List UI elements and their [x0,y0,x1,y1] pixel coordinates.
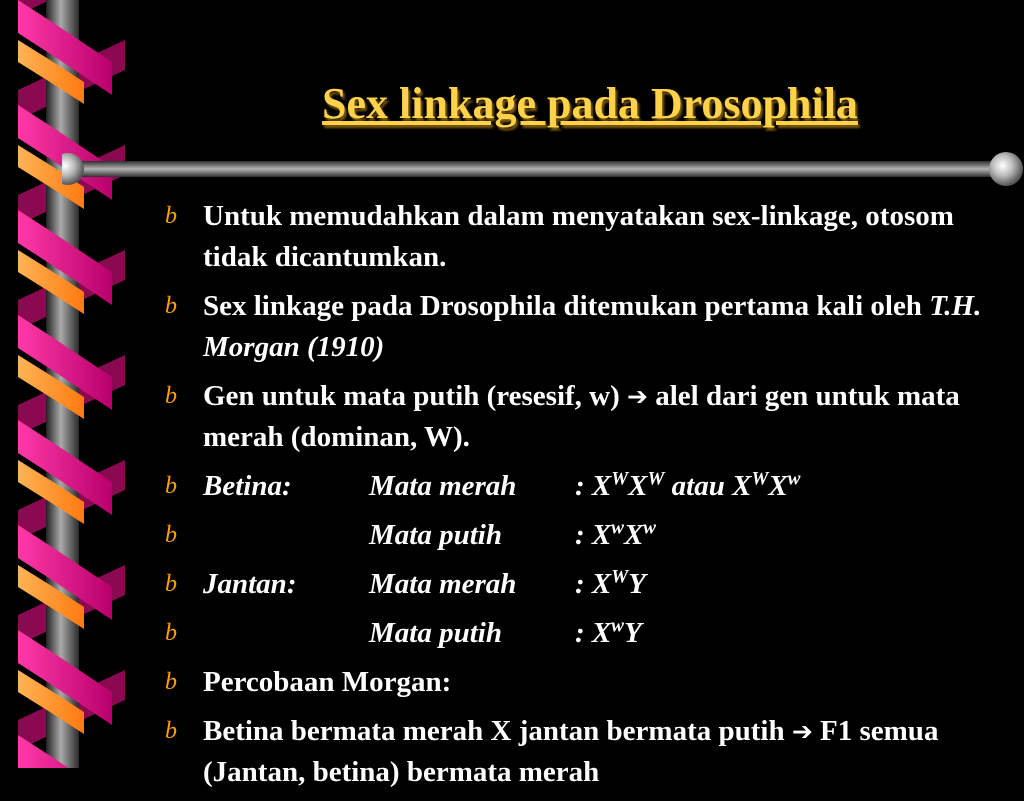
genotype: : $X^WY$ [575,566,646,600]
bullet-icon: b [165,669,177,695]
phenotype-label: Mata putih [369,617,502,649]
item-text: Sex linkage pada Drosophila ditemukan pertama kali oleh [203,290,930,322]
list-item [165,613,998,654]
bar-right-knob [989,152,1023,186]
bullet-icon: b [165,383,177,409]
item-text: F1 semua (Jantan, betina) bermata merah [203,715,939,788]
phenotype-label: Mata merah [369,470,517,502]
arrow-icon: ➔ [791,717,813,746]
genotype: : $X^wX^w$ [575,517,656,551]
bullet-icon: b [165,718,177,744]
phenotype-label: Mata merah [369,568,517,600]
bar-left-knob [62,153,84,185]
horizontal-divider-bar [62,150,1024,188]
list-item [165,196,998,278]
bullet-icon: b [165,203,177,229]
bullet-icon: b [165,293,177,319]
arrow-icon: ➔ [627,382,648,411]
sex-label: Betina: [203,470,292,502]
list-item [165,662,998,703]
slide-title: Sex linkage pada Drosophila [322,79,858,128]
sex-label: Jantan: [203,568,297,600]
list-item [165,466,998,507]
item-text: Gen untuk mata putih (resesif, w) [203,380,628,412]
bullet-list [165,196,998,801]
list-item [165,711,998,793]
genotype: : $X^wY$ [575,615,642,649]
item-text: Percobaan Morgan: [203,666,452,698]
item-text: Untuk memudahkan dalam menyatakan sex-linkage, otosom tidak dicantumkan. [203,200,954,273]
phenotype-label: Mata putih [369,519,502,551]
item-italic-citation: T.H. Morgan (1910) [203,290,982,363]
list-item [165,286,998,368]
bullet-icon: b [165,620,177,646]
bullet-icon: b [165,473,177,499]
bullet-icon: b [165,522,177,548]
list-item [165,564,998,605]
list-item [165,376,998,458]
item-text: Betina bermata merah X jantan bermata putih [203,715,792,747]
list-item [165,515,998,556]
item-text: alel dari gen untuk mata merah (dominan, W). [203,380,960,453]
genotype: : $X^WX^W$ atau $X^WX^w$ [575,468,801,502]
bullet-icon: b [165,571,177,597]
